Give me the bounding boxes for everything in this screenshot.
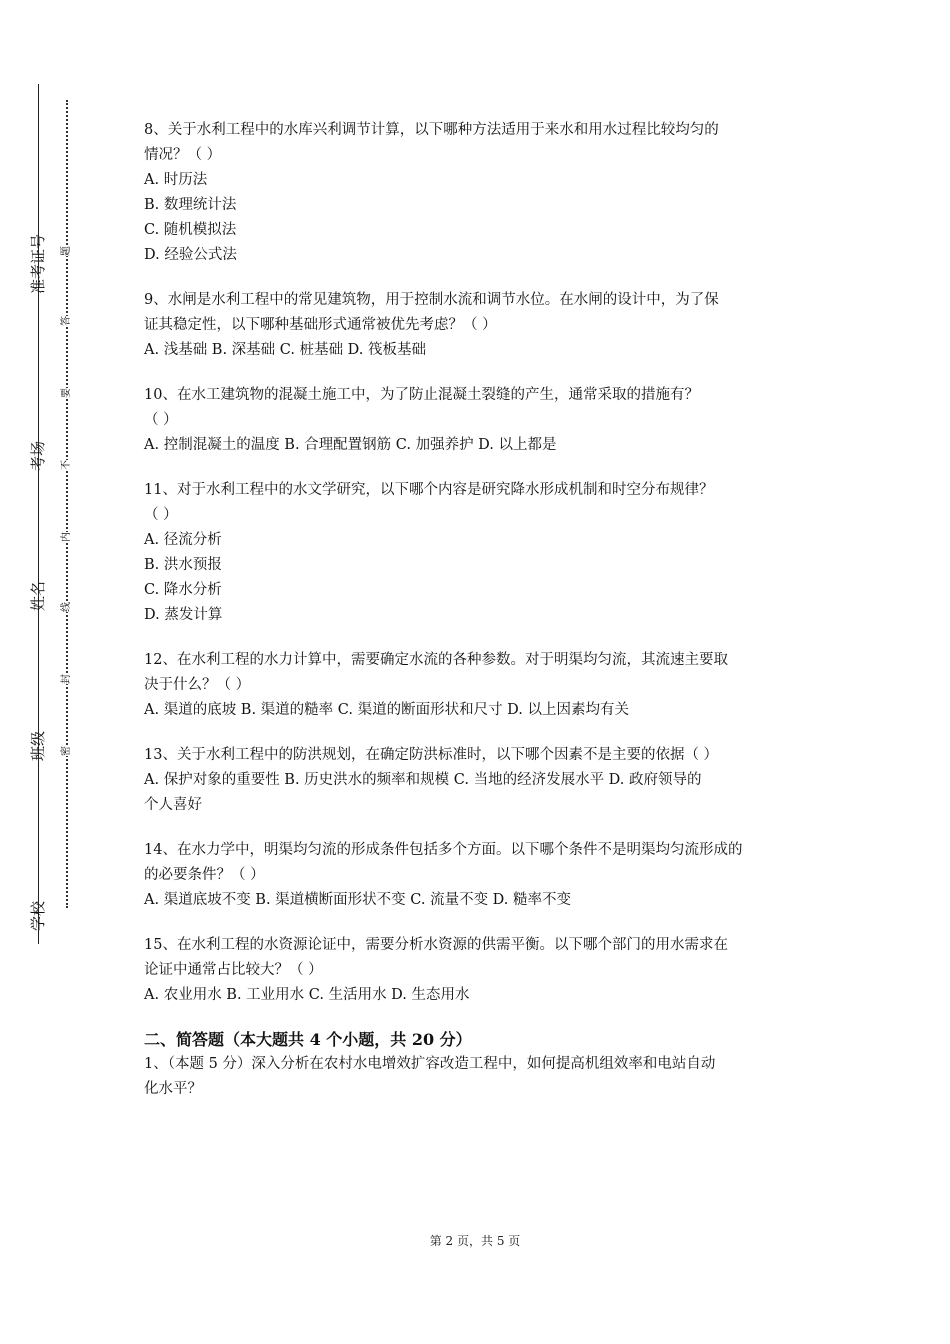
- exam-content: [144, 118, 814, 1102]
- seal-word: 答: [58, 316, 76, 326]
- seal-word: 题: [58, 246, 76, 256]
- question-text: 的必要条件？（ ）: [144, 867, 265, 883]
- seal-word: 密: [58, 746, 76, 756]
- option: 个人喜好: [144, 797, 202, 813]
- option: A. 渠道的底坡 B. 渠道的糙率 C. 渠道的断面形状和尺寸 D. 以上因素均有关: [144, 702, 630, 718]
- question-11: [144, 478, 814, 628]
- question-text: （ ）: [144, 412, 178, 428]
- question-text: 决于什么？（ ）: [144, 677, 251, 693]
- question-text: 10、在水工建筑物的混凝土施工中，为了防止混凝土裂缝的产生，通常采取的措施有？: [144, 387, 699, 403]
- question-text: 11、对于水利工程中的水文学研究，以下哪个内容是研究降水形成机制和时空分布规律？: [144, 482, 714, 498]
- question-text: 证其稳定性，以下哪种基础形式通常被优先考虑？（ ）: [144, 317, 497, 333]
- question-text: 情况？（ ）: [144, 147, 222, 163]
- question-text: 13、关于水利工程中的防洪规划，在确定防洪标准时，以下哪个因素不是主要的依据（ ）: [144, 747, 719, 763]
- option: C. 随机模拟法: [144, 222, 237, 238]
- field-class: 班级: [29, 731, 47, 762]
- option: B. 数理统计法: [144, 197, 237, 213]
- question-text: 12、在水利工程的水力计算中，需要确定水流的各种参数。对于明渠均匀流，其流速主要取: [144, 652, 728, 668]
- seal-word: 线: [58, 602, 76, 612]
- field-name: 姓名: [29, 581, 47, 612]
- question-text: 14、在水力学中，明渠均匀流的形成条件包括多个方面。以下哪个条件不是明渠均匀流形成的: [144, 842, 743, 858]
- short-answer-question-text: 化水平？: [144, 1081, 202, 1097]
- option: B. 洪水预报: [144, 557, 222, 573]
- option: A. 控制混凝土的温度 B. 合理配置钢筋 C. 加强养护 D. 以上都是: [144, 437, 557, 453]
- option: D. 经验公式法: [144, 247, 237, 263]
- option: A. 径流分析: [144, 532, 222, 548]
- field-exam-number: 准考证号: [29, 233, 47, 294]
- question-15: [144, 933, 814, 1008]
- option: A. 农业用水 B. 工业用水 C. 生活用水 D. 生态用水: [144, 987, 470, 1003]
- question-14: [144, 838, 814, 913]
- question-9: [144, 288, 814, 363]
- option: A. 浅基础 B. 深基础 C. 桩基础 D. 筏板基础: [144, 342, 427, 358]
- seal-word: 不: [58, 460, 76, 470]
- option: A. 渠道底坡不变 B. 渠道横断面形状不变 C. 流量不变 D. 糙率不变: [144, 892, 572, 908]
- section-title: 二、简答题（本大题共 4 个小题，共 20 分）: [144, 1030, 472, 1049]
- question-13: [144, 743, 814, 818]
- short-answer-question-text: 1、（本题 5 分）深入分析在农村水电增效扩容改造工程中，如何提高机组效率和电站自动: [144, 1056, 716, 1072]
- option: D. 蒸发计算: [144, 607, 223, 623]
- question-12: [144, 648, 814, 723]
- option: A. 保护对象的重要性 B. 历史洪水的频率和规模 C. 当地的经济发展水平 D. 政府领导的: [144, 772, 702, 788]
- question-10: [144, 383, 814, 458]
- field-school: 学校: [29, 901, 47, 932]
- question-text: 15、在水利工程的水资源论证中，需要分析水资源的供需平衡。以下哪个部门的用水需求在: [144, 937, 728, 953]
- binding-solid-line: [38, 84, 39, 944]
- option: A. 时历法: [144, 172, 208, 188]
- seal-word: 内: [58, 532, 76, 542]
- seal-word: 要: [58, 388, 76, 398]
- question-8: [144, 118, 814, 268]
- question-text: 论证中通常占比较大？（ ）: [144, 962, 323, 978]
- binding-dotted-line: [66, 100, 68, 908]
- field-exam-room: 考场: [29, 441, 47, 472]
- question-text: 9、水闸是水利工程中的常见建筑物，用于控制水流和调节水位。在水闸的设计中，为了保: [144, 292, 719, 308]
- question-text: 8、关于水利工程中的水库兴利调节计算，以下哪种方法适用于来水和用水过程比较均匀的: [144, 122, 719, 138]
- binding-margin: [0, 0, 120, 1344]
- page-number: 第 2 页，共 5 页: [429, 1234, 521, 1248]
- option: C. 降水分析: [144, 582, 222, 598]
- question-text: （ ）: [144, 507, 178, 523]
- seal-word: 封: [58, 674, 76, 684]
